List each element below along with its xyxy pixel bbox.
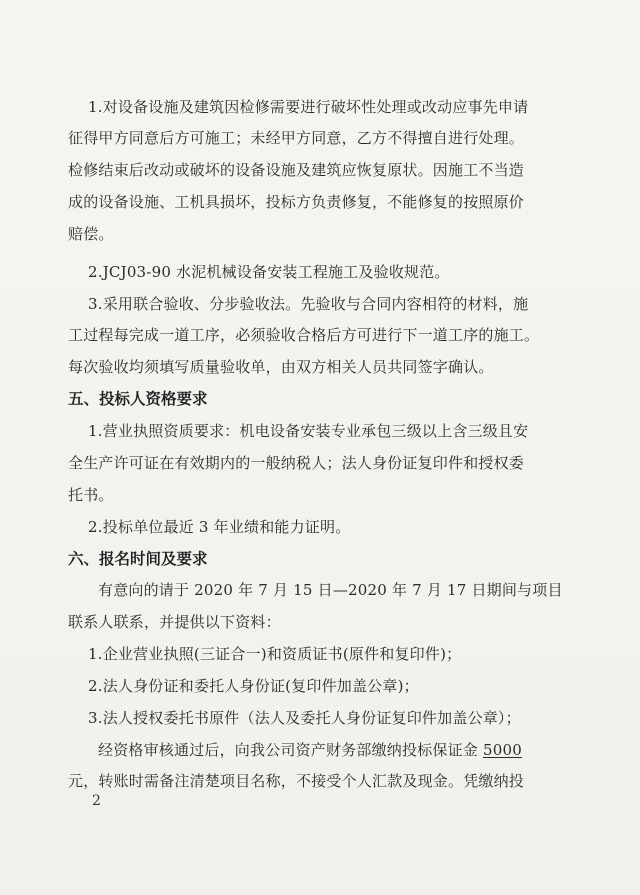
section5-heading: 五、投标人资格要求 bbox=[68, 390, 208, 408]
p1-line-2: 征得甲方同意后方可施工；未经甲方同意，乙方不得擅自进行处理。 bbox=[68, 129, 525, 147]
p1-line-1: 1.对设备设施及建筑因检修需要进行破坏性处理或改动应事先申请 bbox=[88, 98, 529, 116]
section6-heading: 六、报名时间及要求 bbox=[68, 550, 208, 568]
s6-list-item-3: 3.法人授权委托书原件（法人及委托人身份证复印件加盖公章）； bbox=[88, 709, 521, 727]
s5-item1-line-2: 全生产许可证在有效期内的一般纳税人；法人身份证复印件和授权委 bbox=[68, 454, 525, 472]
p1-line-3: 检修结束后改动或破坏的设备设施及建筑应恢复原状。因施工不当造 bbox=[68, 161, 525, 179]
p3-line-1: 3.采用联合验收、分步验收法。先验收与合同内容相符的材料，施 bbox=[88, 295, 529, 313]
deposit-amount: 5000 bbox=[482, 741, 522, 759]
s6-intro-line-2: 联系人联系，并提供以下资料： bbox=[68, 613, 281, 631]
p3-line-3: 每次验收均须填写质量验收单，由双方相关人员共同签字确认。 bbox=[68, 358, 494, 376]
s5-item1-line-3: 托书。 bbox=[68, 486, 114, 504]
p1-line-5: 赔偿。 bbox=[68, 225, 114, 243]
s6-list-item-1: 1.企业营业执照(三证合一)和资质证书(原件和复印件)； bbox=[88, 645, 462, 663]
p3-line-2: 工过程每完成一道工序，必须验收合格后方可进行下一道工序的施工。 bbox=[68, 326, 540, 344]
deposit-text: 经资格审核通过后，向我公司资产财务部缴纳投标保证金 bbox=[98, 741, 483, 759]
s5-item2: 2.投标单位最近 3 年业绩和能力证明。 bbox=[88, 518, 351, 536]
s6-intro-line-1: 有意向的请于 2020 年 7 月 15 日—2020 年 7 月 17 日期间与项目 bbox=[98, 581, 563, 599]
s6-deposit-line-1 bbox=[98, 740, 522, 760]
p2-line: 2.JCJ03-90 水泥机械设备安装工程施工及验收规范。 bbox=[88, 263, 450, 281]
s6-deposit-line-2: 元，转账时需备注清楚项目名称，不接受个人汇款及现金。凭缴纳投 bbox=[68, 772, 525, 790]
s6-list-item-2: 2.法人身份证和委托人身份证(复印件加盖公章)； bbox=[88, 677, 419, 695]
page-number: 2 bbox=[92, 793, 101, 809]
p1-line-4: 成的设备设施、工机具损坏，投标方负责修复，不能修复的按照原价 bbox=[68, 193, 525, 211]
s5-item1-line-1: 1.营业执照资质要求：机电设备安装专业承包三级以上含三级且安 bbox=[88, 422, 529, 440]
